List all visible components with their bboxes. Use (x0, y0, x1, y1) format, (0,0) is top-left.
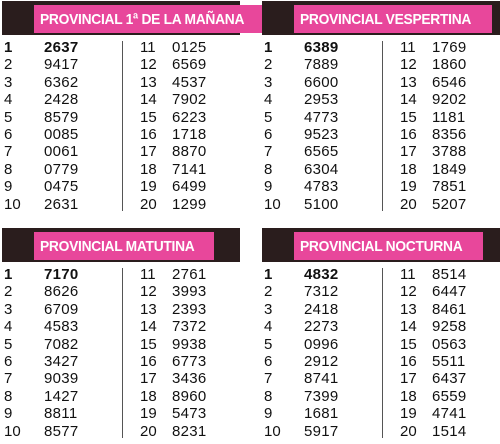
result-position: 14 (400, 318, 417, 336)
result-row (388, 370, 500, 387)
result-number: 6499 (172, 178, 207, 196)
result-position: 8 (264, 387, 273, 405)
result-number: 8461 (432, 300, 467, 318)
results-column-right (388, 266, 500, 440)
result-row (2, 39, 120, 56)
result-row (262, 370, 380, 387)
result-row (128, 56, 240, 73)
result-number: 1860 (432, 56, 467, 74)
result-row (128, 336, 240, 353)
result-row (388, 39, 500, 56)
result-number: 5917 (304, 422, 339, 440)
result-row (2, 336, 120, 353)
result-row (128, 74, 240, 91)
result-row (262, 283, 380, 300)
result-row (262, 178, 380, 195)
result-row (388, 91, 500, 108)
result-position: 18 (140, 160, 157, 178)
result-row (128, 161, 240, 178)
result-position: 10 (4, 195, 21, 213)
result-row (388, 74, 500, 91)
result-number: 8811 (44, 405, 78, 423)
result-number: 6600 (304, 73, 339, 91)
result-position: 19 (140, 178, 157, 196)
result-position: 11 (400, 266, 416, 283)
result-position: 7 (264, 370, 273, 388)
result-number: 2761 (172, 266, 207, 283)
result-number: 6709 (44, 300, 79, 318)
result-position: 7 (4, 370, 13, 388)
result-row (128, 283, 240, 300)
result-row (262, 56, 380, 73)
panel-header (2, 228, 240, 262)
result-row (2, 423, 120, 440)
result-number: 8577 (44, 422, 79, 440)
result-row (128, 39, 240, 56)
result-position: 10 (264, 195, 281, 213)
result-row (128, 318, 240, 335)
result-number: 6773 (172, 352, 207, 370)
result-row (388, 126, 500, 143)
result-number: 1181 (432, 108, 466, 126)
result-position: 13 (140, 73, 157, 91)
result-number: 0125 (172, 39, 207, 56)
header-title-bar (34, 5, 268, 33)
result-position: 13 (400, 300, 417, 318)
result-number: 6304 (304, 160, 339, 178)
result-number: 4583 (44, 318, 79, 336)
result-position: 12 (140, 283, 157, 301)
result-row (388, 301, 500, 318)
result-row (262, 423, 380, 440)
result-row (262, 74, 380, 91)
result-position: 4 (4, 91, 13, 109)
result-position: 9 (4, 178, 13, 196)
result-position: 9 (4, 405, 13, 423)
result-number: 3427 (44, 352, 79, 370)
result-position: 19 (400, 405, 417, 423)
result-row (262, 318, 380, 335)
result-position: 2 (264, 56, 273, 74)
result-number: 0061 (44, 143, 79, 161)
result-position: 17 (400, 143, 417, 161)
result-row (128, 423, 240, 440)
result-number: 6569 (172, 56, 207, 74)
result-number: 6546 (432, 73, 467, 91)
results-panel-matutina (2, 228, 240, 440)
result-row (128, 109, 240, 126)
result-number: 8231 (172, 422, 207, 440)
result-position: 17 (400, 370, 417, 388)
result-position: 3 (264, 73, 273, 91)
results-columns (262, 39, 500, 213)
panel-header (2, 1, 245, 35)
result-number: 5473 (172, 405, 207, 423)
result-position: 15 (140, 335, 157, 353)
result-number: 6559 (432, 387, 467, 405)
result-position: 1 (4, 39, 13, 56)
result-position: 12 (400, 283, 417, 301)
result-position: 4 (264, 318, 273, 336)
result-number: 7399 (304, 387, 339, 405)
result-position: 20 (140, 422, 157, 440)
result-position: 12 (400, 56, 417, 74)
result-number: 3993 (172, 283, 207, 301)
results-column-left (2, 39, 120, 213)
result-number: 4783 (304, 178, 339, 196)
result-position: 8 (264, 160, 273, 178)
result-number: 1718 (172, 125, 207, 143)
result-number: 2912 (304, 352, 339, 370)
result-position: 6 (264, 352, 273, 370)
result-number: 1681 (304, 405, 339, 423)
result-number: 0563 (432, 335, 467, 353)
result-position: 6 (4, 352, 13, 370)
result-position: 19 (400, 178, 417, 196)
result-position: 13 (140, 300, 157, 318)
result-number: 6389 (304, 39, 339, 56)
result-position: 10 (264, 422, 281, 440)
result-position: 2 (4, 283, 13, 301)
result-number: 9039 (44, 370, 79, 388)
result-number: 7902 (172, 91, 207, 109)
column-divider (382, 268, 383, 438)
result-row (2, 283, 120, 300)
result-row (2, 74, 120, 91)
result-position: 13 (400, 73, 417, 91)
result-row (128, 196, 240, 213)
result-position: 16 (400, 125, 417, 143)
result-row (388, 353, 500, 370)
result-number: 6223 (172, 108, 207, 126)
result-position: 20 (400, 195, 417, 213)
result-number: 7851 (432, 178, 467, 196)
results-column-left (2, 266, 120, 440)
result-position: 2 (264, 283, 273, 301)
result-row (128, 91, 240, 108)
result-position: 19 (140, 405, 157, 423)
result-row (262, 39, 380, 56)
result-row (128, 353, 240, 370)
result-number: 6447 (432, 283, 467, 301)
results-columns (2, 39, 240, 213)
result-number: 1514 (432, 422, 467, 440)
result-row (2, 126, 120, 143)
result-row (2, 196, 120, 213)
result-row (388, 388, 500, 405)
result-number: 8356 (432, 125, 467, 143)
panel-title: PROVINCIAL NOCTURNA (300, 237, 463, 255)
result-row (262, 301, 380, 318)
result-position: 1 (264, 39, 273, 56)
result-position: 11 (400, 39, 416, 56)
result-row (262, 196, 380, 213)
result-number: 1849 (432, 160, 467, 178)
result-number: 6565 (304, 143, 339, 161)
header-title-bar (34, 232, 214, 260)
panel-title: PROVINCIAL 1ª DE LA MAÑANA (40, 10, 245, 28)
result-number: 9258 (432, 318, 467, 336)
result-position: 8 (4, 160, 13, 178)
result-number: 4773 (304, 108, 339, 126)
result-number: 7889 (304, 56, 339, 74)
result-position: 3 (264, 300, 273, 318)
result-number: 9202 (432, 91, 467, 109)
result-row (388, 266, 500, 283)
panel-header (262, 1, 500, 35)
result-number: 4741 (432, 405, 467, 423)
result-position: 6 (4, 125, 13, 143)
result-position: 9 (264, 178, 273, 196)
result-position: 7 (4, 143, 13, 161)
result-row (388, 143, 500, 160)
result-row (128, 370, 240, 387)
result-row (2, 143, 120, 160)
result-number: 9938 (172, 335, 207, 353)
result-number: 6362 (44, 73, 79, 91)
result-number: 2393 (172, 300, 207, 318)
result-number: 7312 (304, 283, 339, 301)
result-number: 3436 (172, 370, 207, 388)
result-position: 3 (4, 73, 13, 91)
result-position: 5 (264, 335, 273, 353)
result-row (388, 283, 500, 300)
result-number: 6437 (432, 370, 467, 388)
result-position: 2 (4, 56, 13, 74)
result-number: 4832 (304, 266, 339, 283)
result-number: 7372 (172, 318, 207, 336)
result-position: 15 (140, 108, 157, 126)
result-row (2, 109, 120, 126)
result-row (388, 318, 500, 335)
result-position: 18 (140, 387, 157, 405)
result-number: 4537 (172, 73, 207, 91)
result-position: 20 (140, 195, 157, 213)
result-row (128, 301, 240, 318)
result-number: 7082 (44, 335, 79, 353)
results-column-right (128, 266, 240, 440)
result-row (388, 405, 500, 422)
result-position: 8 (4, 387, 13, 405)
results-columns (262, 266, 500, 440)
result-row (2, 178, 120, 195)
results-column-right (388, 39, 500, 213)
result-number: 1769 (432, 39, 467, 56)
result-number: 8579 (44, 108, 79, 126)
result-row (2, 388, 120, 405)
result-number: 8741 (304, 370, 339, 388)
result-row (262, 91, 380, 108)
result-number: 2953 (304, 91, 339, 109)
result-row (2, 353, 120, 370)
result-number: 8626 (44, 283, 79, 301)
panel-title: PROVINCIAL MATUTINA (40, 237, 195, 255)
result-number: 7141 (172, 160, 207, 178)
result-position: 11 (140, 266, 156, 283)
result-number: 1299 (172, 195, 207, 213)
result-number: 9523 (304, 125, 339, 143)
results-columns (2, 266, 240, 440)
result-row (2, 370, 120, 387)
result-position: 1 (264, 266, 273, 283)
result-position: 12 (140, 56, 157, 74)
header-title-bar (294, 232, 483, 260)
results-column-left (262, 39, 380, 213)
result-position: 5 (264, 108, 273, 126)
result-position: 20 (400, 422, 417, 440)
result-row (262, 336, 380, 353)
result-row (388, 196, 500, 213)
result-position: 10 (4, 422, 21, 440)
result-number: 1427 (44, 387, 79, 405)
result-position: 14 (140, 318, 157, 336)
results-panel-vespertina (262, 1, 500, 213)
result-row (128, 126, 240, 143)
column-divider (382, 41, 383, 211)
result-row (262, 388, 380, 405)
result-row (2, 318, 120, 335)
result-number: 0085 (44, 125, 79, 143)
result-position: 18 (400, 387, 417, 405)
result-number: 8514 (432, 266, 467, 283)
result-position: 14 (400, 91, 417, 109)
panel-title: PROVINCIAL VESPERTINA (300, 10, 472, 28)
result-position: 5 (4, 335, 13, 353)
result-row (388, 161, 500, 178)
result-number: 5511 (432, 352, 466, 370)
result-number: 5100 (304, 195, 339, 213)
result-position: 18 (400, 160, 417, 178)
result-row (262, 266, 380, 283)
result-row (2, 56, 120, 73)
result-row (2, 91, 120, 108)
column-divider (122, 41, 123, 211)
result-row (262, 353, 380, 370)
result-position: 4 (264, 91, 273, 109)
result-position: 15 (400, 335, 417, 353)
result-row (2, 266, 120, 283)
result-row (128, 388, 240, 405)
result-number: 5207 (432, 195, 467, 213)
result-number: 0475 (44, 178, 79, 196)
result-number: 2428 (44, 91, 79, 109)
header-title-bar (294, 5, 492, 33)
result-position: 11 (140, 39, 156, 56)
result-number: 8960 (172, 387, 207, 405)
result-row (2, 405, 120, 422)
result-position: 17 (140, 370, 157, 388)
result-row (128, 178, 240, 195)
result-row (262, 143, 380, 160)
result-row (388, 56, 500, 73)
result-number: 3788 (432, 143, 467, 161)
result-row (262, 109, 380, 126)
result-position: 7 (264, 143, 273, 161)
result-position: 3 (4, 300, 13, 318)
results-column-right (128, 39, 240, 213)
result-row (128, 266, 240, 283)
result-row (262, 161, 380, 178)
panel-header (262, 228, 500, 262)
result-position: 6 (264, 125, 273, 143)
result-position: 5 (4, 108, 13, 126)
results-panel-nocturna (262, 228, 500, 440)
result-row (388, 423, 500, 440)
result-number: 8870 (172, 143, 207, 161)
result-row (388, 336, 500, 353)
result-position: 9 (264, 405, 273, 423)
result-position: 4 (4, 318, 13, 336)
results-column-left (262, 266, 380, 440)
result-row (2, 301, 120, 318)
result-row (388, 178, 500, 195)
result-position: 1 (4, 266, 13, 283)
result-position: 16 (140, 352, 157, 370)
result-row (262, 126, 380, 143)
result-number: 2631 (44, 195, 79, 213)
result-row (262, 405, 380, 422)
results-panel-primera-manana (2, 1, 245, 213)
result-position: 15 (400, 108, 417, 126)
result-position: 16 (400, 352, 417, 370)
result-number: 0996 (304, 335, 339, 353)
result-row (128, 143, 240, 160)
result-row (128, 405, 240, 422)
result-number: 0779 (44, 160, 79, 178)
result-row (2, 161, 120, 178)
result-position: 16 (140, 125, 157, 143)
result-position: 14 (140, 91, 157, 109)
result-position: 17 (140, 143, 157, 161)
result-number: 7170 (44, 266, 79, 283)
column-divider (122, 268, 123, 438)
result-number: 9417 (44, 56, 79, 74)
result-number: 2418 (304, 300, 339, 318)
result-number: 2273 (304, 318, 339, 336)
result-row (388, 109, 500, 126)
result-number: 2637 (44, 39, 79, 56)
